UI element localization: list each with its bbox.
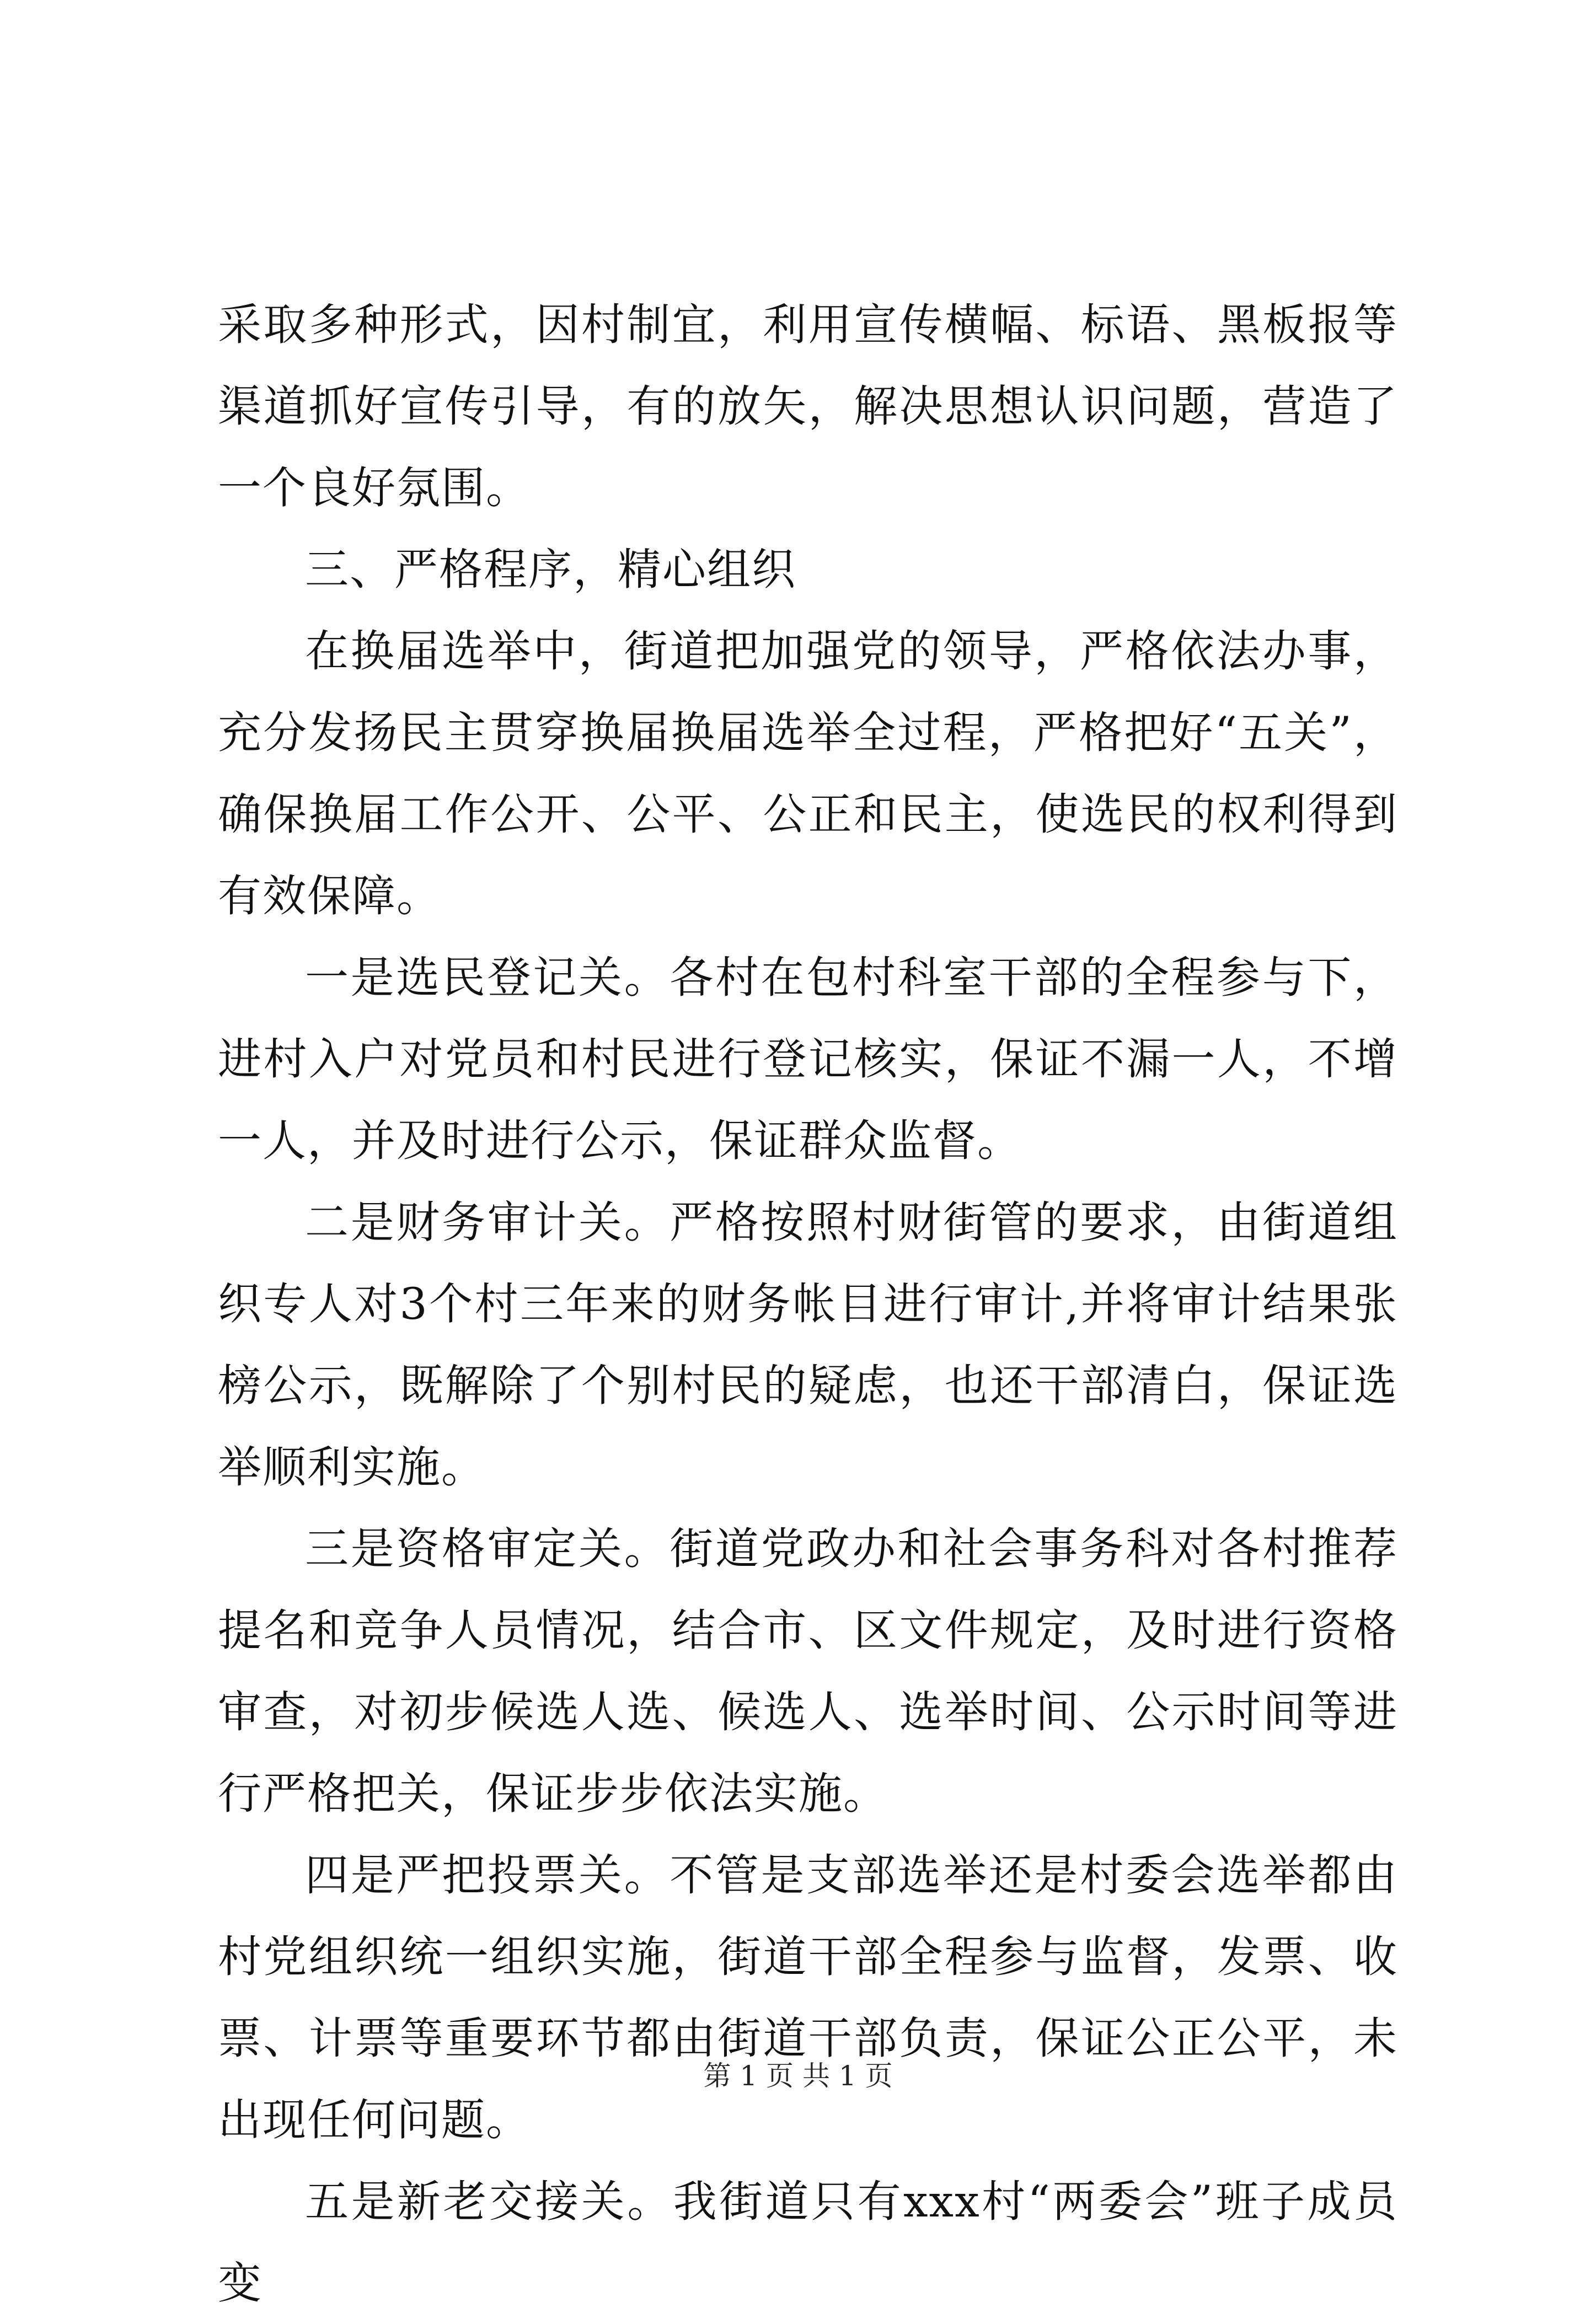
paragraph: 一是选民登记关。各村在包村科室干部的全程参与下，进村入户对党员和村民进行登记核实，保证不漏一人，不增一人，并及时进行公示，保证群众监督。 xyxy=(218,952,1398,1166)
section-heading: 三、严格程序，精心组织 xyxy=(305,544,796,595)
paragraph: 采取多种形式，因村制宜，利用宣传横幅、标语、黑板报等渠道抓好宣传引导，有的放矢，解决思想认识问题，营造了一个良好氛围。 xyxy=(218,299,1398,513)
paragraph: 五是新老交接关。我街道只有xxx村“两委会”班子成员变 xyxy=(218,2176,1398,2309)
paragraph: 在换届选举中，街道把加强党的领导，严格依法办事，充分发扬民主贯穿换届换届选举全过程，严格把好“五关”，确保换届工作公开、公平、公正和民主，使选民的权利得到有效保障。 xyxy=(218,626,1398,921)
paragraph: 二是财务审计关。严格按照村财街管的要求，由街道组织专人对3个村三年来的财务帐目进行审计,并将审计结果张榜公示，既解除了个别村民的疑虑，也还干部清白，保证选举顺利实施。 xyxy=(218,1197,1398,1493)
page-footer: 第 1 页 共 1 页 xyxy=(703,2060,893,2092)
paragraph: 四是严把投票关。不管是支部选举还是村委会选举都由村党组织统一组织实施，街道干部全程参与监督，发票、收票、计票等重要环节都由街道干部负责，保证公正公平，未出现任何问题。 xyxy=(218,1850,1398,2145)
paragraph: 三是资格审定关。街道党政办和社会事务科对各村推荐提名和竞争人员情况，结合市、区文件规定，及时进行资格审查，对初步候选人选、候选人、选举时间、公示时间等进行严格把关，保证步步依法实施。 xyxy=(218,1523,1398,1819)
document-body xyxy=(218,284,1398,2324)
